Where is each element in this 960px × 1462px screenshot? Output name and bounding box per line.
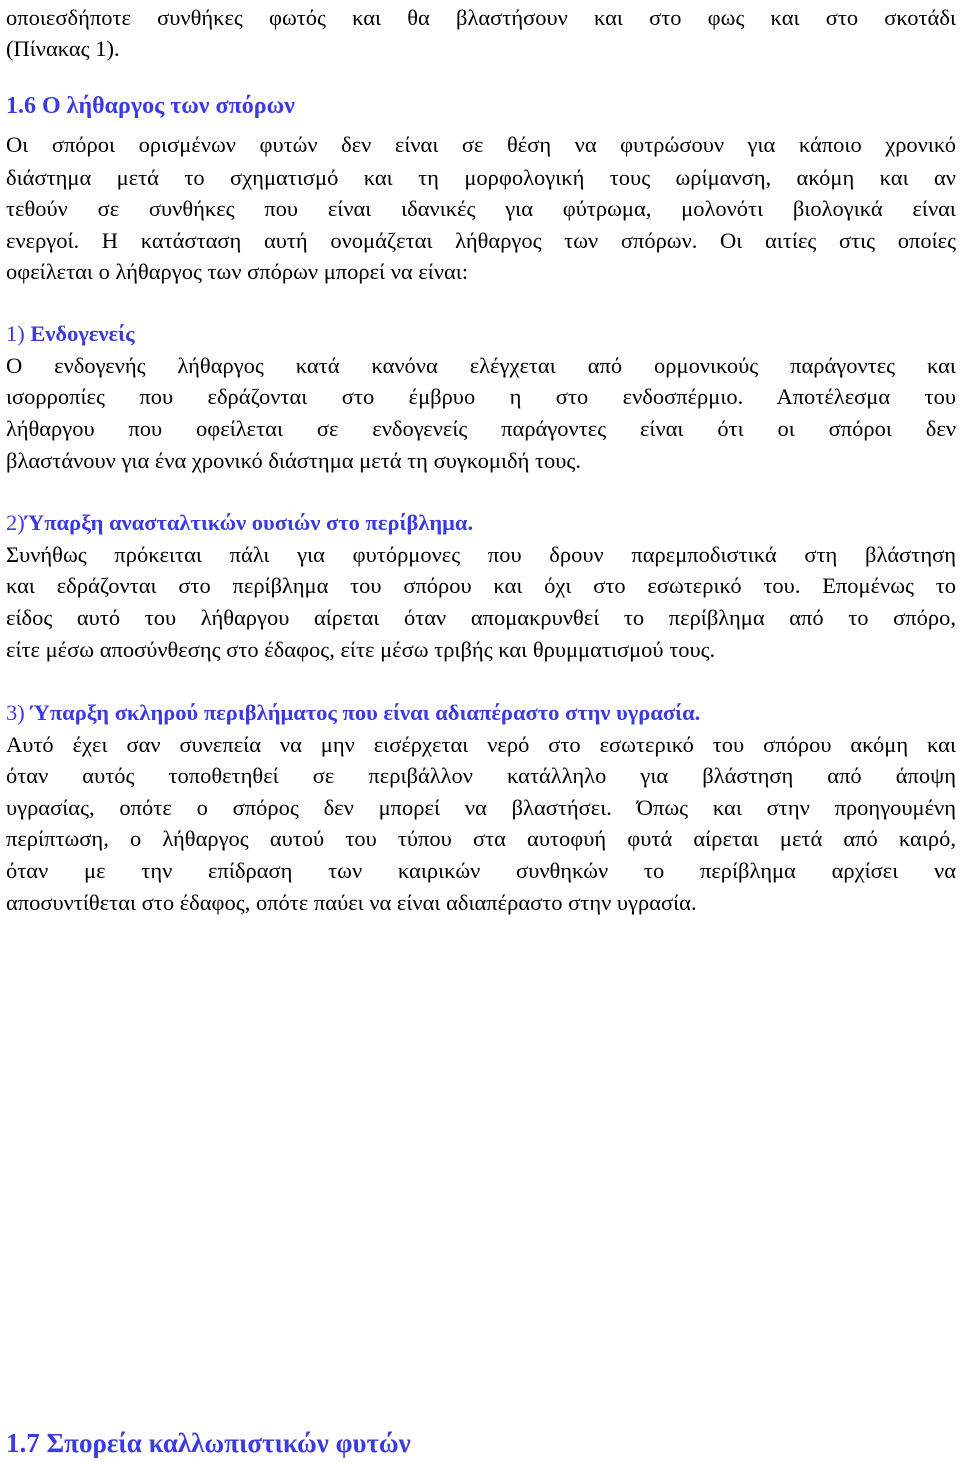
list-item-heading	[6, 507, 956, 538]
paragraph-line: αποσυντίθεται στο έδαφος, οπότε παύει να είναι αδιαπέραστο στην υγρασία.	[6, 890, 697, 915]
paragraph-line: (Πίνακας 1).	[6, 36, 120, 61]
paragraph-line: ενεργοί. Η κατάσταση αυτή ονομάζεται λήθαργος των σπόρων. Οι αιτίες στις οποίες	[6, 228, 956, 253]
paragraph-line: Αυτό έχει σαν συνεπεία να μην εισέρχεται νερό στο εσωτερικό του σπόρου ακόμη και	[6, 732, 956, 757]
paragraph-line: λήθαργου που οφείλεται σε ενδογενείς παράγοντες είναι ότι οι σπόροι δεν	[6, 416, 956, 441]
section-heading-1-7: 1.7 Σπορεία καλλωπιστικών φυτών	[6, 1428, 411, 1458]
list-item-number: 2)	[6, 510, 25, 535]
list-item-number: 3)	[6, 700, 25, 725]
paragraph-line: περίπτωση, ο λήθαργος αυτού του τύπου στα αυτοφυή φυτά αίρεται μετά από καιρό,	[6, 826, 956, 851]
paragraph-line: όταν με την επίδραση των καιρικών συνθηκών το περίβλημα αρχίσει να	[6, 858, 956, 883]
paragraph-line: οφείλεται ο λήθαργος των σπόρων μπορεί να είναι:	[6, 259, 469, 284]
paragraph-line: όταν αυτός τοποθετηθεί σε περιβάλλον κατάλληλο για βλάστηση από άποψη	[6, 763, 956, 788]
paragraph-line: υγρασίας, οπότε ο σπόρος δεν μπορεί να βλαστήσει. Όπως και στην προηγουμένη	[6, 795, 956, 820]
list-item-heading	[6, 318, 956, 349]
paragraph-line: είδος αυτό του λήθαργου αίρεται όταν απομακρυνθεί το περίβλημα από το σπόρο,	[6, 605, 956, 630]
paragraph-line: και εδράζονται στο περίβλημα του σπόρου και όχι στο εσωτερικό του. Επομένως το	[6, 573, 956, 598]
list-item-number: 1)	[6, 321, 25, 346]
paragraph-line: Οι σπόροι ορισμένων φυτών δεν είναι σε θέση να φυτρώσουν για κάποιο χρονικό	[6, 132, 956, 157]
paragraph-line: βλαστάνουν για ένα χρονικό διάστημα μετά τη συγκομιδή τους.	[6, 448, 581, 473]
list-item-heading	[6, 697, 956, 728]
paragraph-line: τεθούν σε συνθήκες που είναι ιδανικές για φύτρωμα, μολονότι βιολογικά είναι	[6, 196, 956, 221]
list-item-title: Ύπαρξη ανασταλτικών ουσιών στο περίβλημα.	[24, 510, 474, 535]
paragraph-line: είτε μέσω αποσύνθεσης στο έδαφος, είτε μέσω τριβής και θρυμματισμού τους.	[6, 637, 716, 662]
paragraph-line: Ο ενδογενής λήθαργος κατά κανόνα ελέγχεται από ορμονικούς παράγοντες και	[6, 353, 956, 378]
paragraph-line: Συνήθως πρόκειται πάλι για φυτόρμονες που δρουν παρεμποδιστικά στη βλάστηση	[6, 542, 956, 567]
section-heading-1-6: 1.6 Ο λήθαργος των σπόρων	[6, 93, 295, 119]
list-item-title: Ενδογενείς	[30, 321, 135, 346]
paragraph-line: διάστημα μετά το σχηματισμό και τη μορφολογική τους ωρίμανση, ακόμη και αν	[6, 165, 956, 190]
paragraph-line: ισορροπίες που εδράζονται στο έμβρυο η στο ενδοσπέρμιο. Αποτέλεσμα του	[6, 384, 956, 409]
paragraph-line: οποιεσδήποτε συνθήκες φωτός και θα βλαστήσουν και στο φως και στο σκοτάδι	[6, 5, 956, 30]
list-item-title: Ύπαρξη σκληρού περιβλήματος που είναι αδιαπέραστο στην υγρασία.	[30, 700, 701, 725]
